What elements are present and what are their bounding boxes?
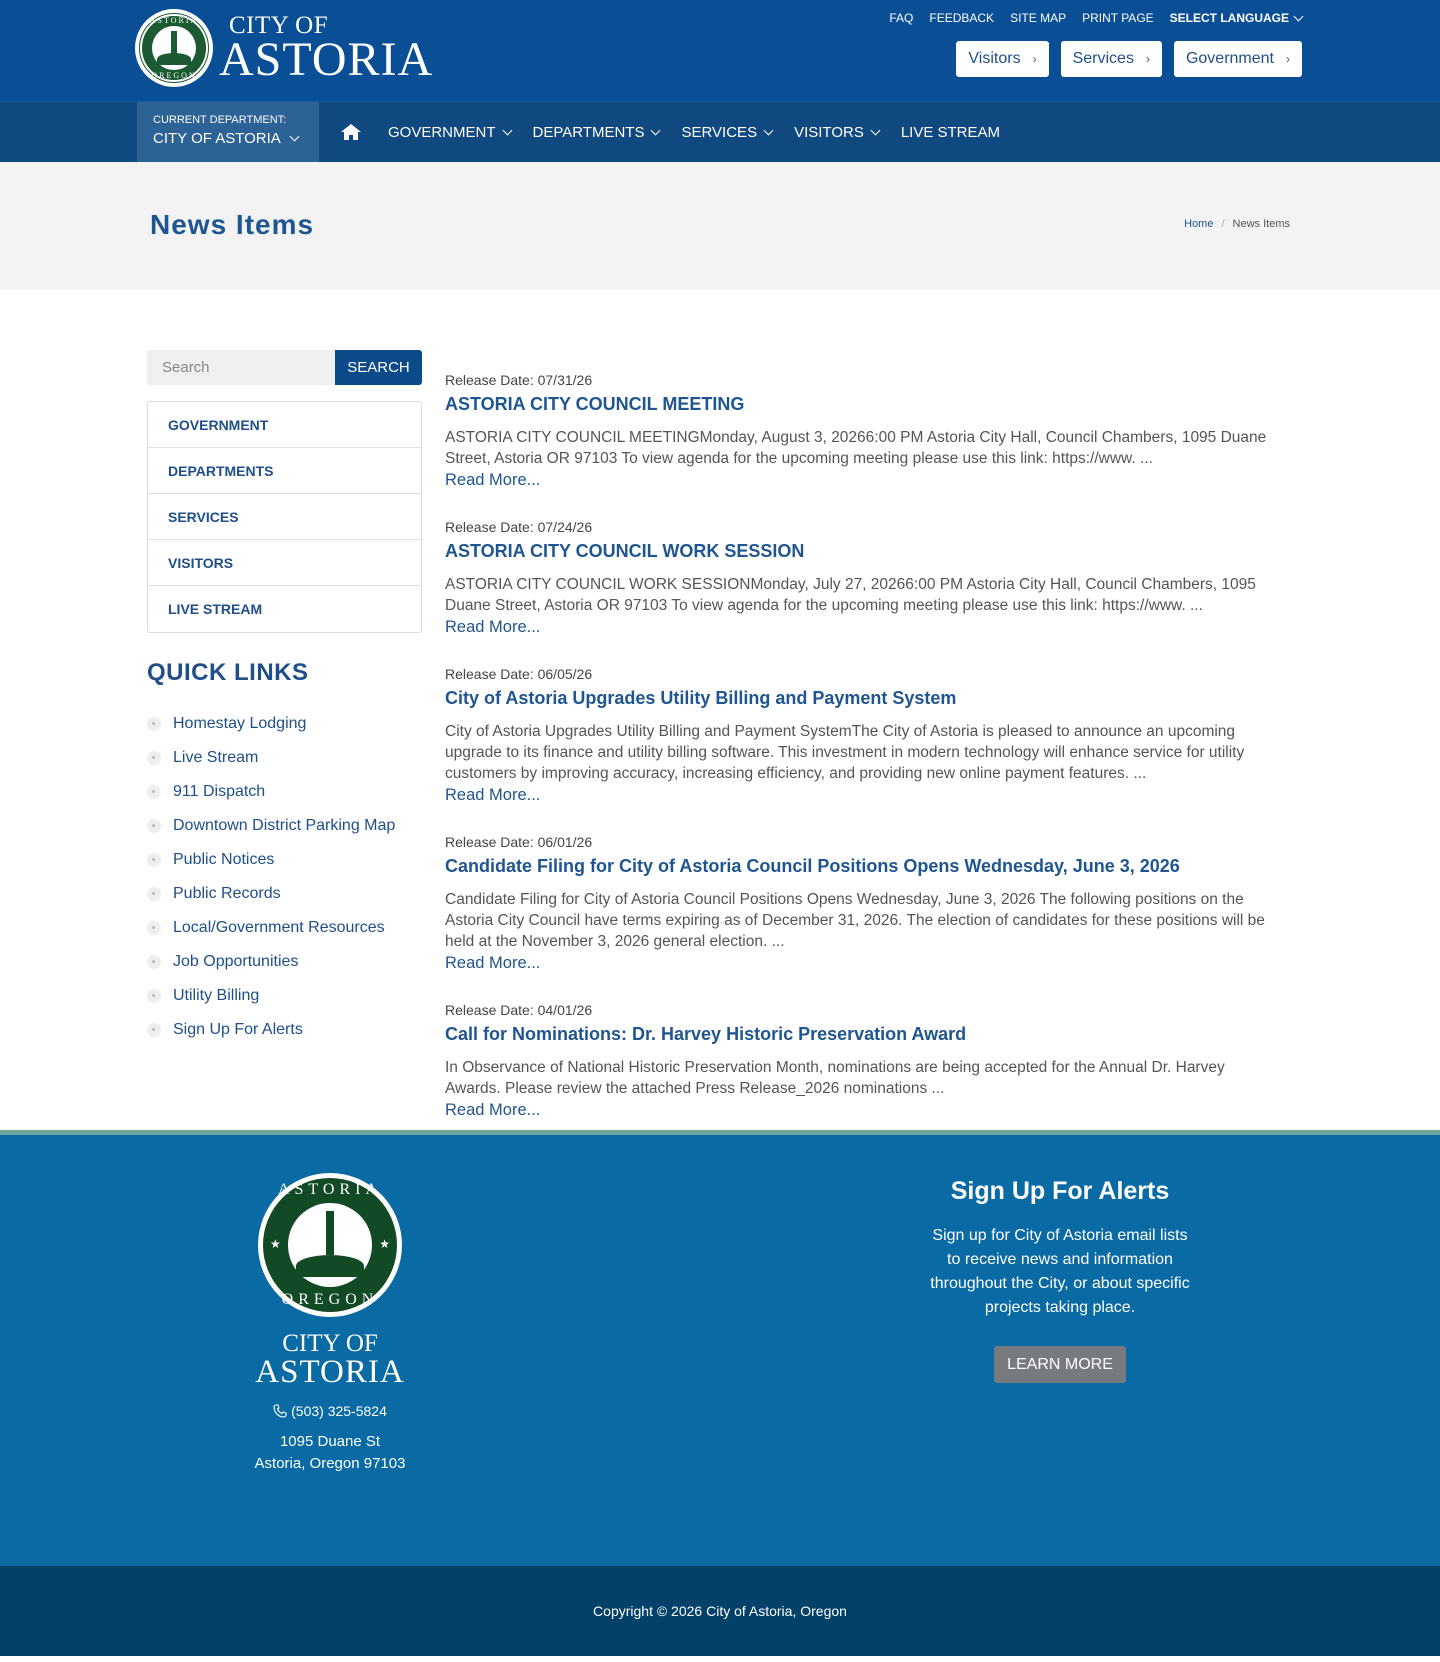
nav-item-services[interactable] bbox=[681, 124, 772, 141]
footer-wordmark-city-of: CITY OF bbox=[282, 1330, 378, 1357]
select-language-label: SELECT LANGUAGE bbox=[1169, 11, 1289, 25]
quick-link[interactable] bbox=[147, 877, 422, 911]
quick-link-label[interactable]: Homestay Lodging bbox=[173, 715, 307, 732]
chevron-down-icon bbox=[764, 125, 774, 135]
quick-link[interactable] bbox=[147, 911, 422, 945]
side-menu bbox=[147, 401, 422, 633]
nav-item-label: VISITORS bbox=[794, 123, 864, 141]
bullet-icon bbox=[147, 819, 161, 833]
news-summary: City of Astoria Upgrades Utility Billing and Payment SystemThe City of Astoria is pleased to announce an upcoming upgrade to its finance and utility billing software. This investment in modern technology will enhance service for utility customers by improving accuracy, increasing efficiency, and providing new online payment features. ... bbox=[445, 723, 1245, 782]
bullet-icon bbox=[147, 1023, 161, 1037]
page-title: News Items bbox=[150, 209, 315, 240]
news-item bbox=[445, 1002, 1275, 1121]
nav-item-label: LIVE STREAM bbox=[900, 123, 1001, 141]
read-more-link[interactable]: Read More... bbox=[445, 618, 541, 636]
footer-phone-number: (503) 325-5824 bbox=[291, 1403, 387, 1419]
wordmark bbox=[219, 13, 433, 84]
alerts-title: Sign Up For Alerts bbox=[950, 1177, 1170, 1205]
current-department-selector[interactable] bbox=[137, 102, 319, 162]
nav-item-label: DEPARTMENTS bbox=[532, 123, 645, 141]
footer-address bbox=[250, 1431, 410, 1475]
footer-logo bbox=[250, 1173, 410, 1475]
quick-link[interactable] bbox=[147, 707, 422, 741]
quick-link[interactable] bbox=[147, 809, 422, 843]
government-button-label: Government bbox=[1185, 50, 1274, 67]
read-more-link[interactable]: Read More... bbox=[445, 1101, 541, 1119]
alerts-signup bbox=[900, 1177, 1220, 1383]
side-menu-item-visitors[interactable]: VISITORS bbox=[148, 540, 421, 586]
news-item bbox=[445, 519, 1275, 638]
news-release-date: Release Date: 04/01/26 bbox=[445, 1002, 593, 1018]
nav-item-government[interactable] bbox=[388, 124, 511, 141]
news-headline-link[interactable]: ASTORIA CITY COUNCIL WORK SESSION bbox=[445, 541, 805, 561]
read-more-link[interactable]: Read More... bbox=[445, 954, 541, 972]
breadcrumb-current: News Items bbox=[1232, 218, 1290, 230]
news-release-date: Release Date: 07/31/26 bbox=[445, 372, 593, 388]
bullet-icon bbox=[147, 921, 161, 935]
nav-item-live-stream[interactable] bbox=[901, 124, 1000, 141]
quick-link-label[interactable]: Live Stream bbox=[173, 749, 259, 766]
util-link-feedback[interactable]: FEEDBACK bbox=[929, 11, 995, 25]
current-department-label: CURRENT DEPARTMENT: bbox=[153, 114, 287, 126]
side-menu-item-departments[interactable]: DEPARTMENTS bbox=[148, 448, 421, 494]
breadcrumb bbox=[1184, 218, 1290, 230]
star-icon: ★ bbox=[379, 1237, 390, 1251]
nav-items bbox=[340, 102, 1022, 162]
chevron-right-icon: › bbox=[1145, 52, 1150, 66]
quick-link[interactable] bbox=[147, 979, 422, 1013]
phone-icon bbox=[273, 1404, 287, 1418]
news-item bbox=[445, 372, 1275, 491]
quick-link[interactable] bbox=[147, 775, 422, 809]
audience-buttons bbox=[956, 41, 1302, 77]
bullet-icon bbox=[147, 853, 161, 867]
visitors-button[interactable] bbox=[956, 41, 1048, 77]
news-release-date: Release Date: 07/24/26 bbox=[445, 519, 593, 535]
util-link-print-page[interactable]: PRINT PAGE bbox=[1082, 11, 1154, 25]
quick-links-list bbox=[147, 707, 422, 1047]
site-footer bbox=[0, 1130, 1440, 1566]
main-content bbox=[0, 290, 1440, 1130]
quick-link-label[interactable]: Downtown District Parking Map bbox=[173, 817, 396, 834]
quick-link[interactable] bbox=[147, 945, 422, 979]
services-button[interactable] bbox=[1061, 41, 1162, 77]
util-link-site-map[interactable]: SITE MAP bbox=[1010, 11, 1067, 25]
quick-link[interactable] bbox=[147, 1013, 422, 1047]
government-button[interactable] bbox=[1174, 41, 1302, 77]
learn-more-button[interactable]: LEARN MORE bbox=[994, 1346, 1126, 1383]
quick-link-label[interactable]: Sign Up For Alerts bbox=[173, 1021, 303, 1038]
chevron-down-icon bbox=[870, 125, 880, 135]
news-headline-link[interactable]: Call for Nominations: Dr. Harvey Historic Preservation Award bbox=[445, 1024, 967, 1044]
utility-links bbox=[889, 11, 1302, 25]
chevron-down-icon bbox=[502, 125, 512, 135]
chevron-right-icon: › bbox=[1286, 52, 1290, 66]
page-title-band bbox=[0, 162, 1440, 290]
wordmark-name: ASTORIA bbox=[219, 32, 434, 86]
quick-link-label[interactable]: 911 Dispatch bbox=[173, 783, 266, 800]
footer-address-line1: 1095 Duane St bbox=[279, 1433, 381, 1450]
nav-item-label: SERVICES bbox=[681, 123, 758, 141]
chevron-down-icon bbox=[289, 132, 299, 142]
copyright-bar bbox=[0, 1566, 1440, 1656]
news-release-date: Release Date: 06/05/26 bbox=[445, 666, 593, 682]
copyright-text: Copyright © 2026 City of Astoria, Oregon bbox=[593, 1603, 847, 1619]
city-seal-icon bbox=[258, 1173, 402, 1317]
footer-wordmark-name: ASTORIA bbox=[255, 1354, 405, 1390]
quick-link-label[interactable]: Public Records bbox=[173, 885, 281, 902]
news-summary: Candidate Filing for City of Astoria Council Positions Opens Wednesday, June 3, 2026 The following positions on the Astoria City Council have terms expiring as of December 31, 2026. The election of candidates for these positions will be held at the November 3, 2026 general election. ... bbox=[445, 891, 1265, 950]
services-button-label: Services bbox=[1072, 50, 1134, 67]
bullet-icon bbox=[147, 989, 161, 1003]
seal-text-bottom: OREGON bbox=[151, 71, 197, 80]
search-button[interactable]: SEARCH bbox=[335, 350, 422, 385]
read-more-link[interactable]: Read More... bbox=[445, 471, 541, 489]
chevron-right-icon: › bbox=[1032, 52, 1037, 66]
news-item bbox=[445, 834, 1275, 974]
read-more-link[interactable]: Read More... bbox=[445, 786, 541, 804]
news-release-date: Release Date: 06/01/26 bbox=[445, 834, 593, 850]
quick-link-label[interactable]: Utility Billing bbox=[173, 987, 260, 1004]
footer-address-line2: Astoria, Oregon 97103 bbox=[254, 1455, 406, 1472]
select-language-dropdown[interactable] bbox=[1170, 11, 1302, 25]
bullet-icon bbox=[147, 717, 161, 731]
city-seal-icon bbox=[135, 9, 213, 87]
quick-link-label[interactable]: Public Notices bbox=[173, 851, 275, 868]
bullet-icon bbox=[147, 955, 161, 969]
search-input[interactable] bbox=[147, 350, 335, 385]
site-header bbox=[0, 0, 1440, 101]
site-logo[interactable] bbox=[135, 9, 433, 87]
nav-item-departments[interactable] bbox=[533, 124, 660, 141]
breadcrumb-separator: / bbox=[1221, 218, 1225, 230]
news-list bbox=[445, 372, 1275, 1149]
breadcrumb-home[interactable]: Home bbox=[1184, 218, 1214, 230]
home-icon[interactable] bbox=[340, 123, 362, 141]
news-headline-link[interactable]: City of Astoria Upgrades Utility Billing and Payment System bbox=[445, 688, 957, 708]
quick-link-label[interactable]: Job Opportunities bbox=[173, 953, 299, 970]
bullet-icon bbox=[147, 751, 161, 765]
news-summary: In Observance of National Historic Preservation Month, nominations are being accepted for the Annual Dr. Harvey Awards. Please review the attached Press Release_2026 nominations ... bbox=[445, 1059, 1225, 1097]
side-menu-item-services[interactable]: SERVICES bbox=[148, 494, 421, 540]
star-icon: ★ bbox=[270, 1237, 281, 1251]
search-form bbox=[147, 350, 422, 385]
nav-item-label: GOVERNMENT bbox=[388, 123, 496, 141]
seal-text-bottom: OREGON bbox=[281, 1291, 379, 1308]
side-menu-item-government[interactable]: GOVERNMENT bbox=[148, 402, 421, 448]
current-department-value bbox=[153, 130, 319, 147]
quick-link[interactable] bbox=[147, 843, 422, 877]
quick-links-title: QUICK LINKS bbox=[147, 659, 309, 686]
seal-text-top: ASTORIA bbox=[277, 1181, 383, 1198]
wordmark-city-of: CITY OF bbox=[229, 11, 329, 39]
news-headline-link[interactable]: Candidate Filing for City of Astoria Council Positions Opens Wednesday, June 3, 2026 bbox=[445, 856, 1180, 876]
alerts-text: Sign up for City of Astoria email lists to receive news and information throughout the City, or about specific projects taking place. bbox=[930, 1227, 1190, 1316]
seal-text-top: ASTORIA bbox=[149, 16, 199, 25]
bullet-icon bbox=[147, 887, 161, 901]
current-department-name: CITY OF ASTORIA bbox=[153, 130, 281, 147]
nav-item-visitors[interactable] bbox=[794, 124, 879, 141]
side-menu-item-live-stream[interactable]: LIVE STREAM bbox=[168, 601, 263, 617]
chevron-down-icon bbox=[651, 125, 661, 135]
util-link-faq[interactable]: FAQ bbox=[889, 11, 914, 25]
visitors-button-label: Visitors bbox=[968, 50, 1021, 67]
news-summary: ASTORIA CITY COUNCIL MEETINGMonday, August 3, 20266:00 PM Astoria City Hall, Council Chambers, 1095 Duane Street, Astoria OR 97103 To view agenda for the upcoming meeting please use this link: https://www. ... bbox=[445, 429, 1267, 467]
main-nav bbox=[0, 101, 1440, 162]
footer-phone[interactable] bbox=[250, 1403, 410, 1419]
quick-link-label[interactable]: Local/Government Resources bbox=[173, 919, 385, 936]
bullet-icon bbox=[147, 785, 161, 799]
sidebar bbox=[147, 350, 422, 1047]
chevron-down-icon bbox=[1294, 11, 1304, 21]
quick-link[interactable] bbox=[147, 741, 422, 775]
news-item bbox=[445, 666, 1275, 806]
news-headline-link[interactable]: ASTORIA CITY COUNCIL MEETING bbox=[445, 394, 745, 414]
news-summary: ASTORIA CITY COUNCIL WORK SESSIONMonday, July 27, 20266:00 PM Astoria City Hall, Council Chambers, 1095 Duane Street, Astoria OR 97103 To view agenda for the upcoming meeting please use this link: https://www. ... bbox=[445, 576, 1256, 614]
